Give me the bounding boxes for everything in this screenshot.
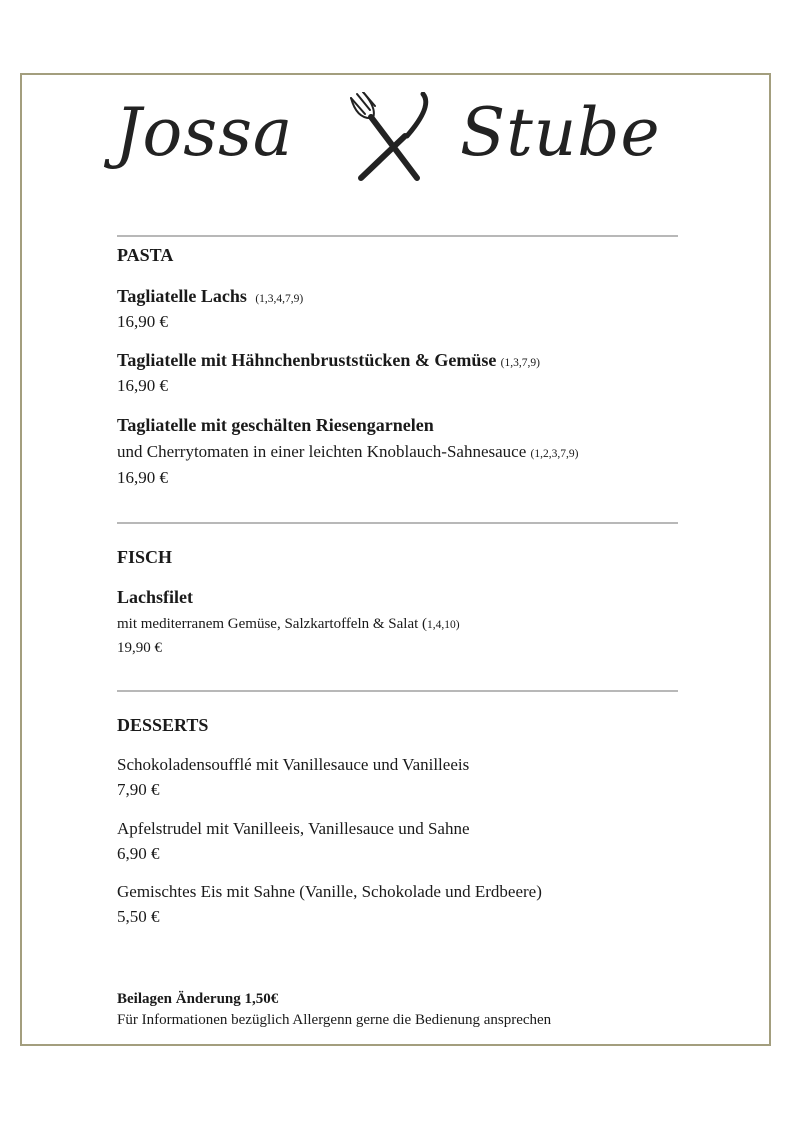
item-name: Tagliatelle Lachs: [117, 286, 247, 306]
item-name: Lachsfilet: [117, 587, 193, 607]
item-description: Schokoladensoufflé mit Vanillesauce und Vanilleeis: [117, 755, 470, 774]
section-divider: [117, 235, 678, 237]
allergen-codes: 1,4,10): [427, 619, 460, 631]
section-divider: [117, 522, 678, 524]
logo-word-left: Jossa: [115, 94, 294, 171]
allergen-codes: (1,2,3,7,9): [530, 448, 579, 460]
item-price: 19,90 €: [117, 640, 162, 656]
item-price: 5,50 €: [117, 907, 160, 926]
section-heading-desserts: DESSERTS: [117, 715, 209, 735]
description-text: mit mediterranem Gemüse, Salzkartoffeln & Salat (: [117, 616, 428, 632]
restaurant-logo: [115, 88, 680, 188]
item-price: 16,90 €: [117, 468, 168, 487]
item-name: Tagliatelle mit geschälten Riesengarnelen: [117, 415, 434, 435]
item-description: [117, 441, 578, 465]
description-text: und Cherrytomaten in einer leichten Knoblauch-Sahnesauce: [117, 442, 527, 461]
section-heading-fisch: FISCH: [117, 547, 173, 567]
item-price: 16,90 €: [117, 312, 168, 331]
allergen-codes: (1,3,7,9): [500, 357, 540, 369]
section-divider: [117, 690, 678, 692]
menu-item-title: [117, 285, 303, 310]
menu-item-title: [117, 349, 540, 374]
crossed-fork-knife-icon: [337, 92, 437, 184]
item-price: 7,90 €: [117, 780, 160, 799]
allergen-codes: (1,3,4,7,9): [255, 293, 304, 305]
footer-note: Für Informationen bezüglich Allergenn gerne die Bedienung ansprechen: [117, 1012, 552, 1028]
section-heading-pasta: PASTA: [117, 245, 174, 265]
item-description: Apfelstrudel mit Vanilleeis, Vanillesauce und Sahne: [117, 819, 470, 838]
logo-word-right: Stube: [460, 94, 661, 171]
footer-note-bold: Beilagen Änderung 1,50€: [117, 991, 279, 1007]
item-price: 6,90 €: [117, 844, 160, 863]
item-description: [117, 613, 460, 636]
item-price: 16,90 €: [117, 376, 168, 395]
item-description: Gemischtes Eis mit Sahne (Vanille, Schokolade und Erdbeere): [117, 882, 542, 901]
item-name: Tagliatelle mit Hähnchenbruststücken & Gemüse: [117, 350, 497, 370]
